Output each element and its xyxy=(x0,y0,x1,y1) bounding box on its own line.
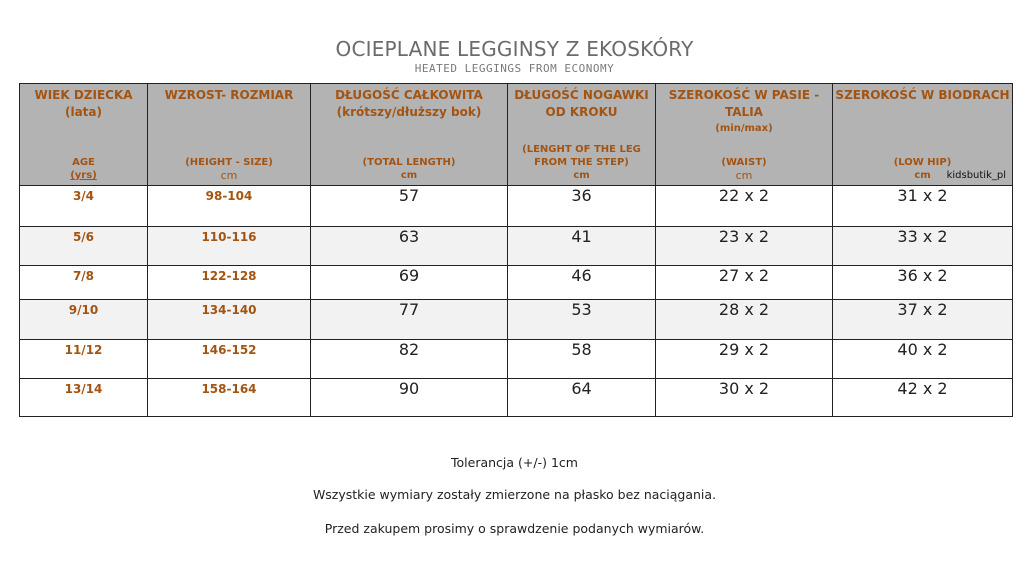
header-age-label2: (lata) xyxy=(64,105,102,119)
header-leg-length xyxy=(508,84,656,186)
header-waist-minmax: (min/max) xyxy=(715,123,773,134)
cell-size: 146-152 xyxy=(148,340,311,379)
cell-total-length: 57 xyxy=(311,186,508,227)
header-leg-label: DŁUGOŚĆ NOGAWKI xyxy=(514,88,649,102)
cell-size: 134-140 xyxy=(148,300,311,340)
header-size xyxy=(148,84,311,186)
cell-size: 98-104 xyxy=(148,186,311,227)
cell-total-length: 90 xyxy=(311,379,508,417)
cell-waist: 23 x 2 xyxy=(656,227,833,266)
table-row xyxy=(20,227,1013,266)
header-total-label: DŁUGOŚĆ CAŁKOWITA xyxy=(335,88,483,102)
cell-hip: 36 x 2 xyxy=(833,266,1013,300)
header-hip-label: SZEROKOŚĆ W BIODRACH xyxy=(835,88,1010,102)
header-waist xyxy=(656,84,833,186)
header-total-en: (TOTAL LENGTH) xyxy=(362,157,456,168)
header-size-label: WZROST- ROZMIAR xyxy=(164,88,294,102)
size-table xyxy=(19,83,1013,417)
header-size-unit: cm xyxy=(220,169,238,182)
watermark-text: kidsbutik_pl xyxy=(946,170,1006,181)
table-row xyxy=(20,266,1013,300)
cell-leg-length: 46 xyxy=(508,266,656,300)
header-age-label: WIEK DZIECKA xyxy=(34,88,133,102)
cell-waist: 30 x 2 xyxy=(656,379,833,417)
header-leg-en: (LENGHT OF THE LEG FROM THE STEP) xyxy=(522,144,641,168)
cell-hip: 42 x 2 xyxy=(833,379,1013,417)
table-row xyxy=(20,186,1013,227)
measurement-note: Wszystkie wymiary zostały zmierzone na płasko bez naciągania. xyxy=(312,487,717,502)
cell-age: 13/14 xyxy=(20,379,148,417)
page-subtitle: HEATED LEGGINGS FROM ECONOMY xyxy=(414,62,615,75)
cell-total-length: 77 xyxy=(311,300,508,340)
cell-total-length: 69 xyxy=(311,266,508,300)
cell-hip: 37 x 2 xyxy=(833,300,1013,340)
header-age-en: AGE xyxy=(72,157,95,168)
cell-leg-length: 41 xyxy=(508,227,656,266)
header-waist-unit: cm xyxy=(735,169,753,182)
header-hip-en: (LOW HIP) xyxy=(893,157,952,168)
cell-size: 158-164 xyxy=(148,379,311,417)
header-total-unit: cm xyxy=(400,170,418,181)
header-total-label2: (krótszy/dłuższy bok) xyxy=(336,105,482,119)
cell-waist: 29 x 2 xyxy=(656,340,833,379)
header-age xyxy=(20,84,148,186)
cell-size: 110-116 xyxy=(148,227,311,266)
cell-leg-length: 36 xyxy=(508,186,656,227)
cell-leg-length: 58 xyxy=(508,340,656,379)
header-waist-label: SZEROKOŚĆ W PASIE - xyxy=(668,88,820,102)
header-waist-en: (WAIST) xyxy=(721,157,767,168)
header-leg-unit: cm xyxy=(573,170,590,181)
cell-waist: 27 x 2 xyxy=(656,266,833,300)
cell-hip: 40 x 2 xyxy=(833,340,1013,379)
cell-age: 7/8 xyxy=(20,266,148,300)
page-title: OCIEPLANE LEGGINSY Z EKOSKÓRY xyxy=(335,37,694,61)
header-hip-unit: cm xyxy=(914,170,931,181)
cell-total-length: 63 xyxy=(311,227,508,266)
table-row xyxy=(20,340,1013,379)
header-age-unit: (yrs) xyxy=(70,170,97,181)
table-row xyxy=(20,300,1013,340)
cell-hip: 31 x 2 xyxy=(833,186,1013,227)
header-hip xyxy=(833,84,1013,186)
header-row xyxy=(20,84,1013,186)
cell-leg-length: 53 xyxy=(508,300,656,340)
header-total-length xyxy=(311,84,508,186)
table-row xyxy=(20,379,1013,417)
tolerance-note: Tolerancja (+/-) 1cm xyxy=(451,455,578,470)
cell-waist: 22 x 2 xyxy=(656,186,833,227)
cell-total-length: 82 xyxy=(311,340,508,379)
cell-age: 3/4 xyxy=(20,186,148,227)
check-note: Przed zakupem prosimy o sprawdzenie podanych wymiarów. xyxy=(324,521,705,536)
cell-hip: 33 x 2 xyxy=(833,227,1013,266)
cell-age: 9/10 xyxy=(20,300,148,340)
cell-waist: 28 x 2 xyxy=(656,300,833,340)
header-leg-label2: OD KROKU xyxy=(545,105,618,119)
cell-size: 122-128 xyxy=(148,266,311,300)
header-waist-label2: TALIA xyxy=(725,105,763,119)
header-size-en: (HEIGHT - SIZE) xyxy=(185,157,273,168)
cell-leg-length: 64 xyxy=(508,379,656,417)
cell-age: 11/12 xyxy=(20,340,148,379)
cell-age: 5/6 xyxy=(20,227,148,266)
